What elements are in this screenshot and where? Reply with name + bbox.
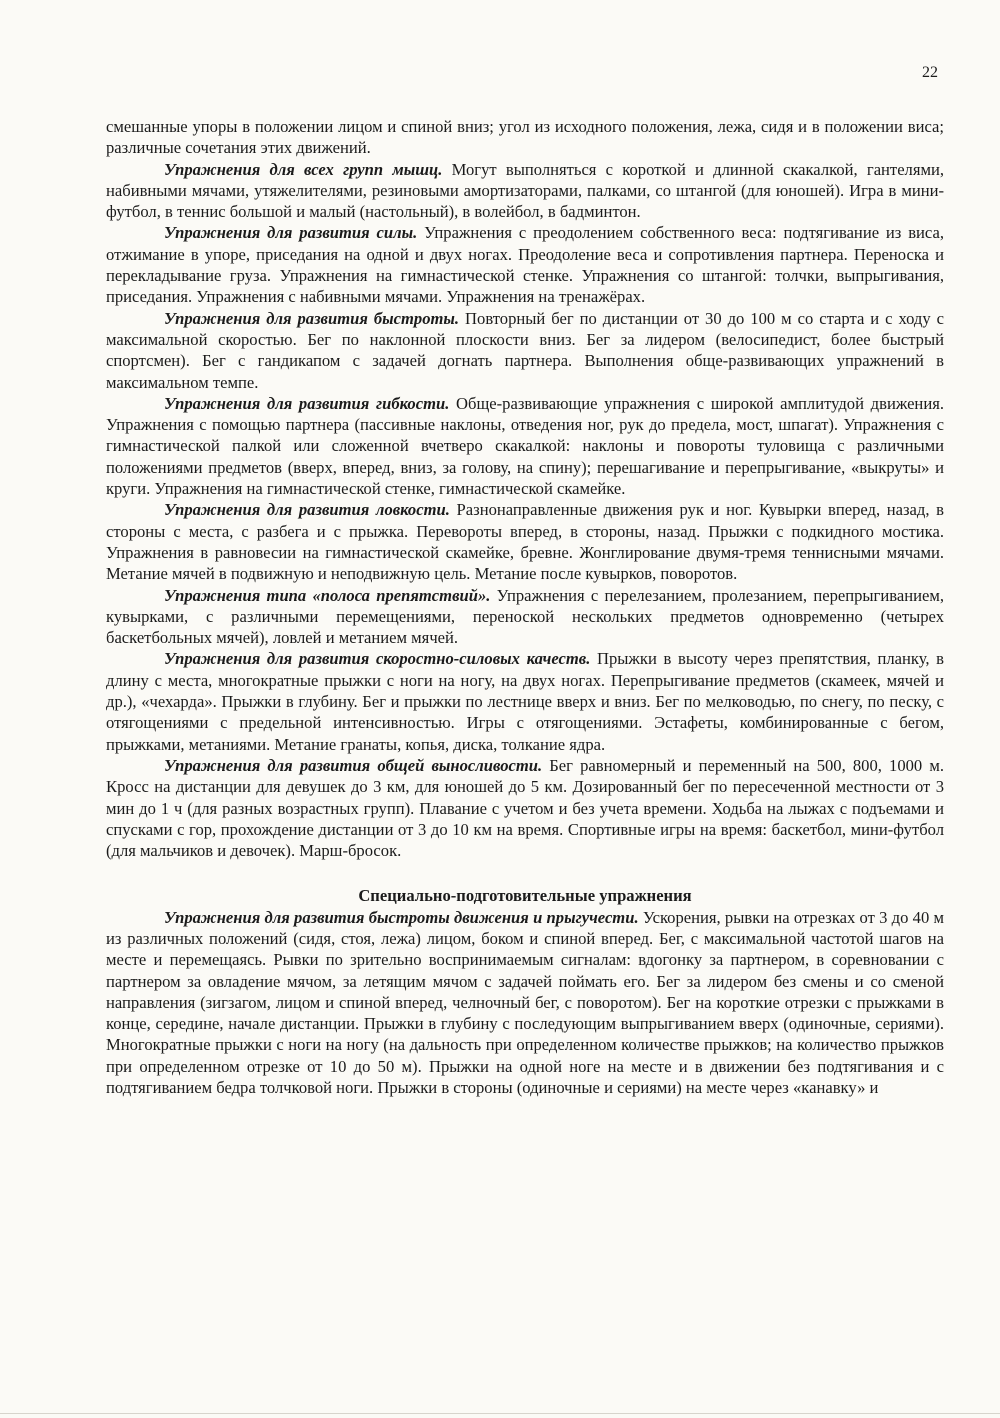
paragraph-text: Упражнения с преодолением собственного веса: подтягивание из виса, отжимание в упоре, приседания на одной и двух ногах. Преодоление веса и сопротивления партнера. Переноска и перекладывание груза. Упражнения на гимнастической стенке. Упражнения со штангой: толчки, выпрыгивания, приседания. Упражнения с набивными мячами. Упражнения на тренажёрах. [106,223,944,307]
paragraph-flexibility [106,393,944,499]
paragraph-text: Обще-развивающие упражнения с широкой амплитудой движения. Упражнения с помощью партнера (пассивные наклоны, отведения ног, рук до предела, мост, шпагат). Упражнения с гимнастической палкой или сложенной вчетверо скакалкой: наклоны и повороты туловища с различными положениями предметов (вверх, вперед, вниз, за голову, на спину); перешагивание и перепрыгивание, «выкруты» и круги. Упражнения на гимнастической стенке, гимнастической скамейке. [106,393,944,499]
paragraph-obstacle-course [106,585,944,649]
paragraph-text: Разнонаправленные движения рук и ног. Кувырки вперед, назад, в стороны с места, с разбега и с прыжка. Перевороты вперед, в стороны, назад. Прыжки с подкидного мостика. Упражнения в равновесии на гимнастической скамейке, бревне. Жонглирование двумя-тремя теннисными мячами. Метание мячей в подвижную и неподвижную цель. Метание после кувырков, поворотов. [106,500,945,584]
paragraph-text: Прыжки в высоту через препятствия, планку, в длину с места, многократные прыжки с ноги на ногу, на двух ногах. Перепрыгивание предметов (скамеек, мячей и др.), «чехарда». Прыжки в глубину. Бег и прыжки по лестнице вверх и вниз. Бег по мелководью, по снегу, по песку, с отягощениями с предельной интенсивностью. Игры с отягощениями. Эстафеты, комбинированные с бегом, прыжками, метаниями. Метание гранаты, копья, диска, толкание ядра. [106,649,944,754]
paragraph-heading: Упражнения для развития силы. [164,223,418,243]
paragraph-all-muscle-groups [106,159,944,223]
page-bottom-edge [0,1413,1000,1414]
page-number: 22 [922,64,938,81]
section-title: Специально-подготовительные упражнения [358,886,692,906]
intro-paragraph: смешанные упоры в положении лицом и спиной вниз; угол из исходного положения, лежа, сидя и в положении виса; различные сочетания этих движений. [106,117,944,158]
paragraph-strength [106,222,944,307]
paragraph-text: Упражнения с перелезанием, пролезанием, перепрыгиванием, кувырками, с различными перемещениями, переноской нескольких предметов одновременно (четырех баскетбольных мячей), ловлей и метанием мячей. [106,585,945,648]
paragraph-text: Могут выполняться с короткой и длинной скакалкой, гантелями, набивными мячами, утяжелителями, резиновыми амортизаторами, палками, со штангой (для юношей). Игра в мини-футбол, в теннис большой и малый (настольный), в волейбол, в бадминтон. [106,159,944,222]
paragraph-heading: Упражнения для развития быстроты движения и прыгучести. [164,907,639,927]
paragraph-speed [106,308,944,393]
paragraph-heading: Упражнения для развития общей выносливости. [164,755,543,775]
paragraph-heading: Упражнения для развития гибкости. [164,393,450,413]
paragraph-heading: Упражнения для развития скоростно-силовых качеств. [164,649,591,669]
paragraph-heading: Упражнения для развития ловкости. [164,500,450,520]
paragraph-speed-strength [106,648,944,754]
paragraph-text: Бег равномерный и переменный на 500, 800, 1000 м. Кросс на дистанции для девушек до 3 км, для юношей до 5 км. Дозированный бег по пересеченной местности от 3 мин до 1 ч (для разных возрастных групп). Плавание с учетом и без учета времени. Ходьба на лыжах с подъемами и спусками с гор, прохождение дистанции от 3 до 10 км на время. Спортивные игры на время: баскетбол, мини-футбол (для мальчиков и девочек). Марш-бросок. [106,755,944,861]
paragraph-text: Ускорения, рывки на отрезках от 3 до 40 м из различных положений (сидя, стоя, лежа) лицом, боком и спиной вперед. Бег, с максимальной частотой шагов на месте и перемещаясь. Рывки по зрительно воспринимаемым сигналам: вдогонку за партнером, в соревновании с партнером за овладение мячом, за летящим мячом с задачей поймать его. Бег за лидером без смены и со сменой направления (зигзагом, лицом и спиной вперед, челночный бег, с поворотом). Бег на короткие отрезки с прыжками в конце, середине, начале дистанции. Прыжки в глубину с последующим выпрыгиванием вверх (одиночные, сериями). Многократные прыжки с ноги на ногу (на дальность при определенном количестве прыжков; на количество прыжков при определенном отрезке от 10 до 50 м). Прыжки на одной ноге на месте и в движении без подтягивания и с подтягиванием бедра толчковой ноги. Прыжки в стороны (одиночные и сериями) на месте через «канавку» и [106,907,944,1098]
paragraph-heading: Упражнения типа «полоса препятствий». [164,585,491,605]
paragraph-speed-jumping [106,907,944,1099]
paragraph-heading: Упражнения для развития быстроты. [164,308,460,328]
document-body [106,116,944,1098]
paragraph-agility [106,499,944,584]
paragraph-endurance [106,755,944,861]
paragraph-text: Повторный бег по дистанции от 30 до 100 м со старта и с ходу с максимальной скоростью. Бег по наклонной плоскости вниз. Бег за лидером (велосипедист, более быстрый спортсмен). Бег с гандикапом с задачей догнать партнера. Выполнения обще-развивающих упражнений в максимальном темпе. [106,308,945,392]
paragraph-heading: Упражнения для всех групп мышц. [164,159,443,179]
